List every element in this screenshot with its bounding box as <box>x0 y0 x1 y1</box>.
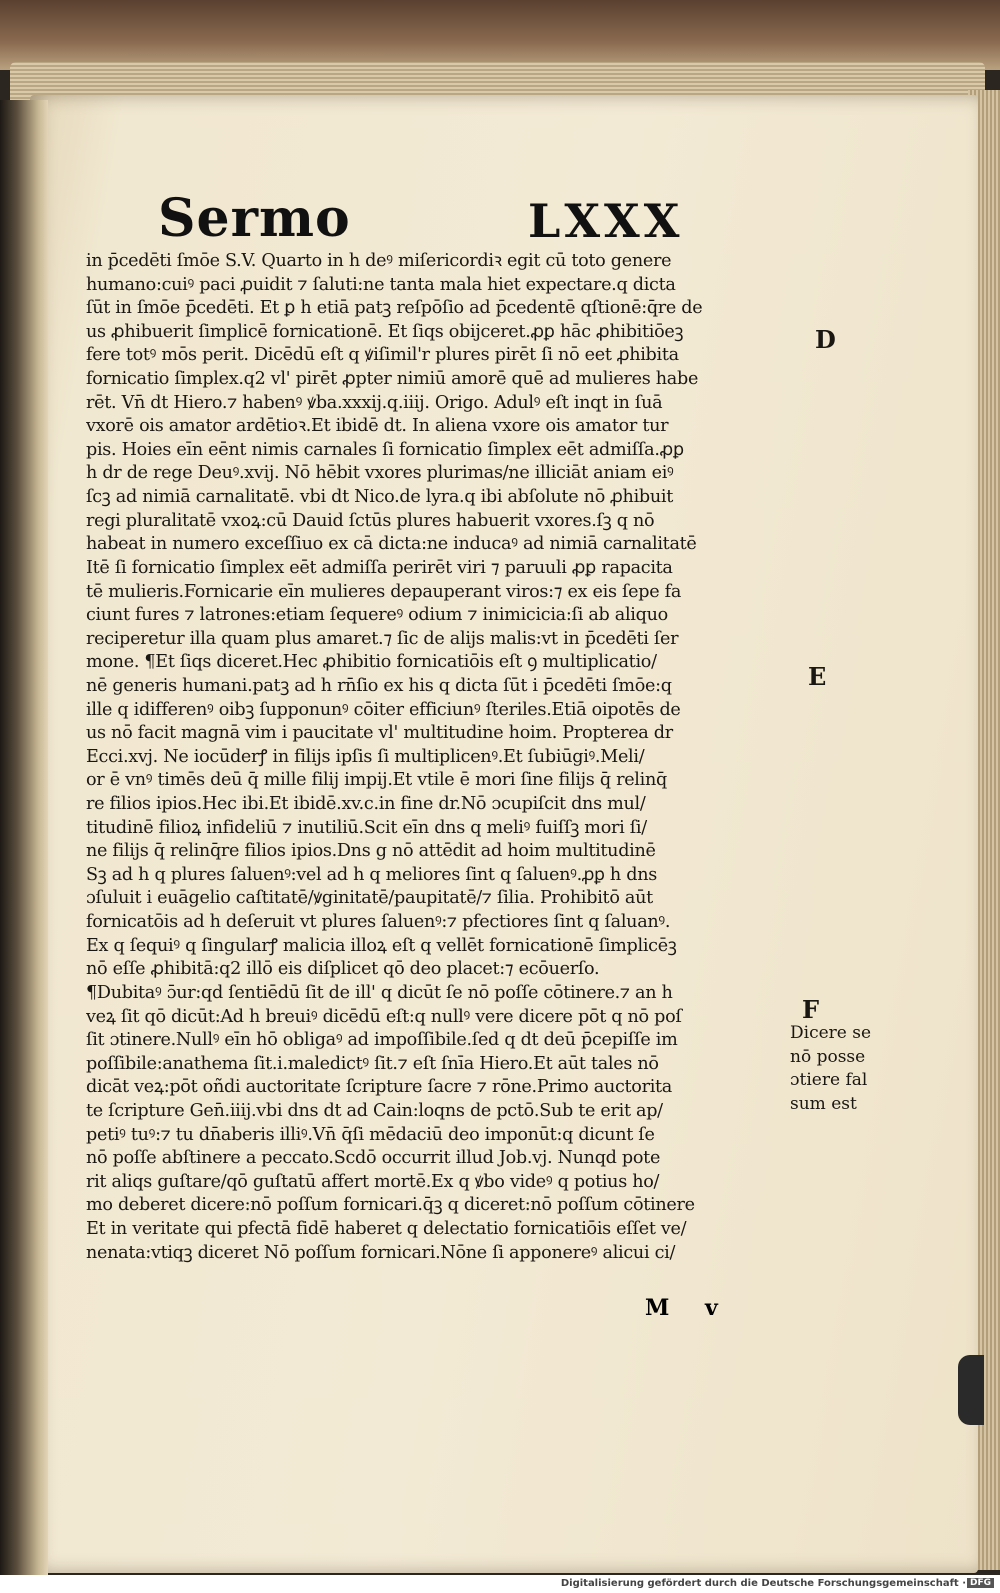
text-column <box>86 250 776 1265</box>
text-line: titudinē filioꝝ infideliū ⁊ inutiliū.Scit eīn dns q meliꝰ fuiſſꝫ mori ſi/ <box>86 817 647 838</box>
text-line: in p̄cedēti ſmōe S.V. Quarto in h deꝰ miſericordiꝛ egit cū toto genere <box>86 251 672 271</box>
text-line: mo deberet dicere:nō poſſum fornicari.q̄ꝫ q diceret:nō poſſum cōtinere <box>86 1195 695 1216</box>
signature-mark: M v <box>645 1295 732 1321</box>
text-line: rēt. Vn̄ dt Hiero.⁊ habenꝰ ꝟba.xxxij.q.iiij. Origo. Adulꝰ eſt inqt in ſuā <box>86 392 663 413</box>
margin-note <box>790 1022 880 1116</box>
text-line: te ſcripture Gen̄.iiij.vbi dns dt ad Cain:loqns de pctō.Sub te erit ap/ <box>86 1100 663 1121</box>
running-head-title: Sermo <box>158 188 351 249</box>
text-line: ¶Dubitaꝰ ɔ̄ur:qd ſentiēdū ſit de ill' q dicūt ſe nō poſſe cōtinere.⁊ an h <box>86 982 673 1003</box>
text-line: ciunt fures ⁊ latrones:etiam ſequereꝰ odium ⁊ inimicicia:ſi ab aliquo <box>86 605 668 626</box>
text-line: rit aliqs guſtare/qō guſtatū affert mortē.Ex q ꝟbo videꝰ q potius ho/ <box>86 1171 660 1192</box>
text-line: petiꝰ tuꝰ:⁊ tu dn̄aberis illiꝰ.Vn̄ q̄ſi mēdaciū deo imponūt:q dicunt ſe <box>86 1124 655 1145</box>
text-line: mone. ¶Et ſiqs diceret.Hec ꝓhibitio fornicatiōis eſt ꝯ multiplicatio/ <box>86 652 657 673</box>
text-line: or ē vnꝰ timēs deū q̄ mille filij impij.Et vtile ē mori ſine filijs q̄ relinq̄ <box>86 770 667 791</box>
book-spine <box>0 100 48 1580</box>
text-line: veꝝ ſit qō dicūt:Ad h breuiꝰ dicēdū eſt:q nullꝰ vere dicere pōt q nō poſ <box>86 1006 682 1027</box>
text-line: ne filijs q̄ relinq̄re filios ipios.Dns g nō attēdit ad hoim multitudinē <box>86 841 656 862</box>
text-line: Et in veritate qui pfectā fidē haberet q delectatio fornicatiōis eſſet ve/ <box>86 1218 687 1239</box>
text-line: tē mulieris.Fornicarie eīn mulieres depauperant viros:⁊ ex eis ſepe fa <box>86 581 682 602</box>
text-line: reciperetur illa quam plus amaret.⁊ ſic de alijs malis:vt in p̄cedēti ſer <box>86 628 679 649</box>
text-line: fornicatōis ad h deſeruit vt plures ſaluenꝰ:⁊ pfectiores ſint q ſaluanꝰ. <box>86 912 671 933</box>
text-line: Ex q ſequiꝰ q ſingularꝭ malicia illoꝝ eſt q vellēt fornicationē ſimplicēꝫ <box>86 935 677 956</box>
margin-letter: D <box>815 325 836 354</box>
margin-note-line: ɔtiere fal <box>790 1070 868 1091</box>
text-line: us ꝓhibuerit ſimplicē fornicationē. Et ſiqs obijceret.ꝓꝑ hāc ꝓhibitiōeꝫ <box>86 321 684 342</box>
text-line: regi pluralitatē vxoꝝ:cū Dauid ſctūs plures habuerit vxores.ſꝫ q nō <box>86 510 655 531</box>
text-line: pis. Hoies eīn eēnt nimis carnales ſi fornicatio ſimplex eēt admiſſa.ꝓꝑ <box>86 439 684 460</box>
margin-note-line: sum est <box>790 1093 857 1114</box>
margin-note-line: nō posse <box>790 1046 866 1067</box>
text-line: ſcꝫ ad nimiā carnalitatē. vbi dt Nico.de lyra.q ibi abſolute nō ꝓhibuit <box>86 487 673 508</box>
text-line: nē generis humani.patꝫ ad h rn̄ſio ex his q dicta ſūt i p̄cedēti ſmōe:q <box>86 675 672 696</box>
margin-letter: E <box>808 662 827 691</box>
text-line: habeat in numero exceſſiuo ex cā dicta:ne inducaꝰ ad nimiā carnalitatē <box>86 534 697 555</box>
margin-note-line: Dicere se <box>790 1023 872 1043</box>
folio-number: LXXX <box>528 194 684 248</box>
text-line: Ecci.xvj. Ne iocūderꝭ in filijs ipſis ſi multiplicenꝰ.Et ſubiūgiꝰ.Meli/ <box>86 746 645 767</box>
text-line: fere totꝰ mōs perit. Dicēdū eſt q ꝟiſimil'r plures pirēt ſi nō eet ꝓhibita <box>86 345 679 366</box>
text-line: nenata:vtiqꝫ diceret Nō poſſum fornicari.Nōne ſi apponereꝰ alicui ci/ <box>86 1242 676 1263</box>
margin-letter: F <box>802 995 820 1024</box>
text-line: poſſibile:anathema ſit.i.maledictꝰ ſit.⁊ eſt ſnīa Hiero.Et aūt tales nō <box>86 1053 659 1074</box>
text-line: dicāt veꝝ:pōt oñdi auctoritate ſcripture ſacre ⁊ rōne.Primo auctorita <box>86 1077 672 1098</box>
text-line: ille q idifferenꝰ oibꝫ ſupponunꝰ cōiter efficiunꝰ ſteriles.Etiā oipotēs de <box>86 699 681 720</box>
text-line: us nō facit magnā vim i paucitate vl' multitudine hoim. Propterea dr <box>86 723 673 744</box>
text-line: fornicatio ſimplex.q2 vl' pirēt ꝓpter nimiū amorē quē ad mulieres habe <box>86 369 699 390</box>
text-line: nō eſſe ꝓhibitā:q2 illō eis diſplicet qō deo placet:⁊ ecōuerſo. <box>86 959 600 980</box>
text-line: ɔſuluit i euāgelio caſtitatē/ꝟginitatē/paupitatē/⁊ ſilia. Prohibitō aūt <box>86 888 653 909</box>
text-line: ſit ɔtinere.Nullꝰ eīn hō obligaꝰ ad impoſſibile.ſed q dt deū p̄cepiſſe im <box>86 1030 678 1051</box>
text-line: nō poſſe abſtinere a peccato.Scdō occurrit illud Job.vj. Nunqd pote <box>86 1148 661 1169</box>
text-line: Itē ſi fornicatio ſimplex eēt admiſſa perirēt viri ⁊ paruuli ꝓꝑ rapacita <box>86 557 673 578</box>
text-line: Sꝫ ad h q plures ſaluenꝰ:vel ad h q meliores ſint q ſaluenꝰ.ꝓꝑ h dns <box>86 864 657 885</box>
text-line: h dr de rege Deuꝰ.xvij. Nō hēbit vxores plurimas/ne illiciāt aniam eiꝰ <box>86 463 674 484</box>
footer-credit: Digitalisierung gefördert durch die Deutsche Forschungsgemeinschaft · <box>560 1578 966 1589</box>
page-clip <box>958 1355 984 1425</box>
book-cover-top <box>0 0 1000 70</box>
dfg-logo-icon: DFG <box>967 1578 994 1588</box>
text-line: vxorē ois amator ardētioꝛ.Et ibidē dt. In aliena vxore ois amator tur <box>86 416 669 437</box>
text-line: re filios ipios.Hec ibi.Et ibidē.xv.c.in fine dr.Nō ɔcupiſcit dns mul/ <box>86 794 646 815</box>
text-line: ſūt in ſmōe p̄cedēti. Et ꝑ h etiā patꝫ reſpōſio ad p̄cedentē qſtionē:q̄re de <box>86 298 703 319</box>
text-line: humano:cuiꝰ paci ꝓuidit ⁊ ſaluti:ne tanta mala hiet expectare.q dicta <box>86 274 676 295</box>
